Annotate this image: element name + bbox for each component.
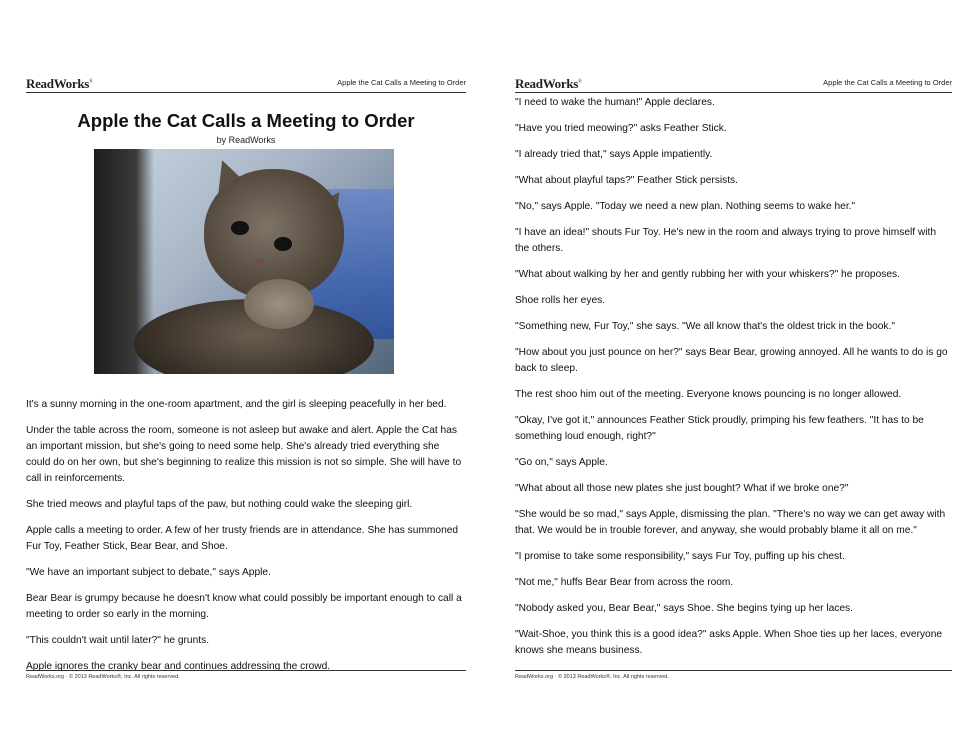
byline: by ReadWorks — [216, 135, 276, 145]
readworks-logo: ReadWorks® — [515, 76, 582, 91]
paragraph: "Go on," says Apple. — [515, 457, 608, 468]
paragraph: Shoe rolls her eyes. — [515, 295, 606, 306]
paragraph: "She would be so mad," says Apple, dismissing the plan. "There's no way we can get away with that. We would be in trouble forever, and anyway, she would probably blame it all on me." — [515, 509, 946, 536]
paragraph: "I have an idea!" shouts Fur Toy. He's new in the room and always trying to prove himself with the others. — [515, 227, 937, 254]
paragraph: She tried meows and playful taps of the paw, but nothing could wake the sleeping girl. — [26, 499, 413, 510]
header-story-title: Apple the Cat Calls a Meeting to Order — [823, 78, 952, 87]
right-page — [515, 0, 952, 756]
story-title: Apple the Cat Calls a Meeting to Order — [77, 110, 415, 131]
paragraph: "This couldn't wait until later?" he grunts. — [26, 635, 210, 646]
page-header — [26, 78, 466, 93]
header-story-title: Apple the Cat Calls a Meeting to Order — [337, 78, 466, 87]
footer-divider — [26, 670, 466, 671]
right-story-text — [515, 95, 952, 669]
paragraph: "Nobody asked you, Bear Bear," says Shoe. She begins tying up her laces. — [515, 603, 853, 614]
paragraph: Under the table across the room, someone is not asleep but awake and alert. Apple the Cat has an important mission, but she's going to need some help. She's already tried everything she could do on her own, but she's beginning to realize this mission is not so simple. She will have to call in reinforcements. — [26, 425, 462, 484]
paragraph: "I already tried that," says Apple impatiently. — [515, 149, 713, 160]
paragraph: "No," says Apple. "Today we need a new plan. Nothing seems to wake her." — [515, 201, 856, 212]
paragraph: "Have you tried meowing?" asks Feather Stick. — [515, 123, 727, 134]
footer-divider — [515, 670, 952, 671]
left-page — [26, 0, 466, 756]
paragraph: "What about all those new plates she just bought? What if we broke one?" — [515, 483, 849, 494]
page-header — [515, 78, 952, 93]
paragraph: The rest shoo him out of the meeting. Everyone knows pouncing is no longer allowed. — [515, 389, 902, 400]
page-footer: ReadWorks.org · © 2013 ReadWorks®, Inc. All rights reserved. — [515, 674, 669, 680]
readworks-logo: ReadWorks® — [26, 76, 93, 91]
kitten-photo — [94, 149, 394, 374]
paragraph: "How about you just pounce on her?" says Bear Bear, growing annoyed. All he wants to do is go back to sleep. — [515, 347, 948, 374]
paragraph: Bear Bear is grumpy because he doesn't know what could possibly be important enough to call a meeting to order so early in the morning. — [26, 593, 462, 620]
left-story-text — [26, 397, 466, 685]
paragraph: "I need to wake the human!" Apple declares. — [515, 97, 715, 108]
paragraph: "Wait-Shoe, you think this is a good idea?" asks Apple. When Shoe ties up her laces, everyone knows she means business. — [515, 629, 943, 656]
paragraph: "I promise to take some responsibility," says Fur Toy, puffing up his chest. — [515, 551, 845, 562]
paragraph: "Not me," huffs Bear Bear from across the room. — [515, 577, 734, 588]
paragraph: "We have an important subject to debate," says Apple. — [26, 567, 271, 578]
paragraph: It's a sunny morning in the one-room apartment, and the girl is sleeping peacefully in her bed. — [26, 399, 447, 410]
paragraph: Apple ignores the cranky bear and continues addressing the crowd. — [26, 661, 331, 672]
page-footer: ReadWorks.org · © 2013 ReadWorks®, Inc. All rights reserved. — [26, 674, 180, 680]
paragraph: "What about playful taps?" Feather Stick persists. — [515, 175, 738, 186]
paragraph: "Something new, Fur Toy," she says. "We all know that's the oldest trick in the book." — [515, 321, 895, 332]
paragraph: Apple calls a meeting to order. A few of her trusty friends are in attendance. She has summoned Fur Toy, Feather Stick, Bear Bear, and Shoe. — [26, 525, 459, 552]
paragraph: "What about walking by her and gently rubbing her with your whiskers?" he proposes. — [515, 269, 900, 280]
paragraph: "Okay, I've got it," announces Feather Stick proudly, primping his few feathers. "It has to be something loud enough, right?" — [515, 415, 924, 442]
